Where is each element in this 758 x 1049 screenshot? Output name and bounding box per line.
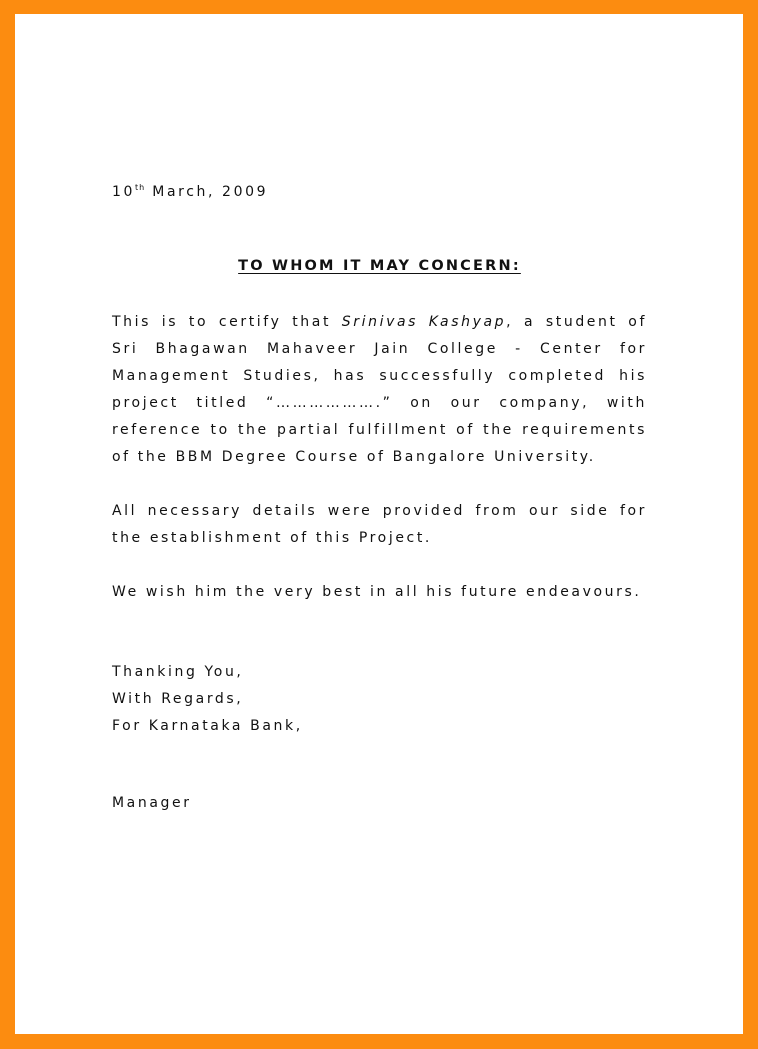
closing-organization: For Karnataka Bank, (112, 718, 303, 734)
para1-intro: This is to certify that (112, 314, 342, 330)
date-month-year: March, 2009 (145, 184, 269, 200)
closing-regards: With Regards, (112, 691, 244, 707)
signatory-title: Manager (112, 795, 192, 811)
date-suffix: th (135, 183, 146, 192)
closing-thanks: Thanking You, (112, 664, 244, 680)
details-paragraph: All necessary details were provided from our side for the establishment of this Project. (112, 503, 647, 546)
date-day: 10 (112, 184, 136, 200)
letter-heading: TO WHOM IT MAY CONCERN: (238, 258, 521, 274)
letter-page (15, 14, 743, 1034)
student-name: Srinivas Kashyap (341, 314, 507, 330)
wishes-paragraph: We wish him the very best in all his future endeavours. (112, 584, 642, 600)
certification-paragraph (112, 309, 647, 471)
para1-body: , a student of Sri Bhagawan Mahaveer Jain College - Center for Management Studies, has successfully completed his project titled “……………….” on our company, with reference to the partial fulfillment of the requirements of the BBM Degree Course of Bangalore University. (112, 314, 648, 465)
letter-date (112, 184, 268, 200)
closing-block (112, 659, 303, 740)
